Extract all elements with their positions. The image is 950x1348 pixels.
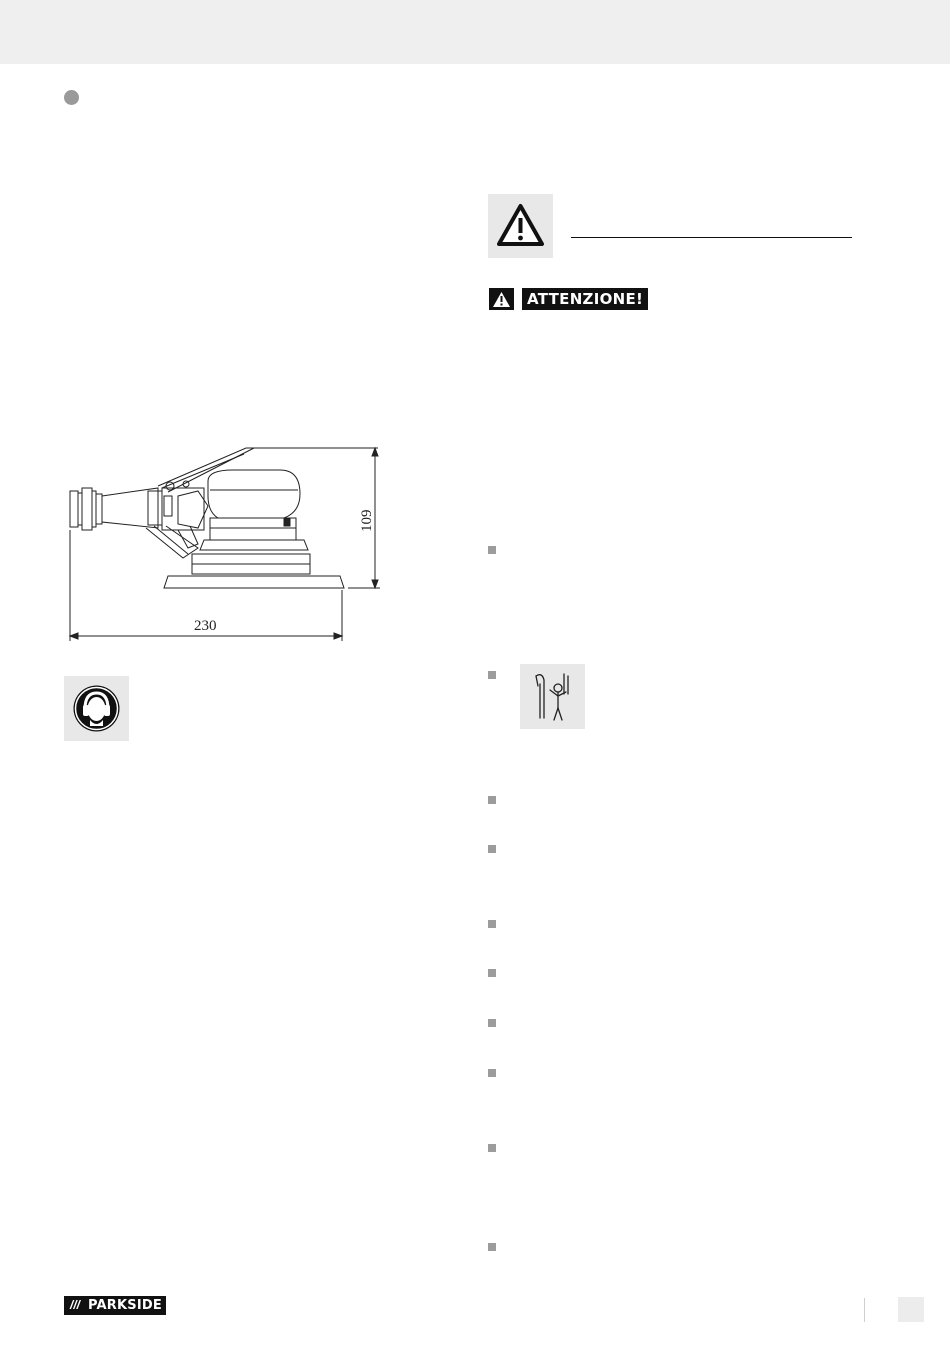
section-marker-dot	[64, 90, 79, 105]
attention-label: ATTENZIONE!	[522, 288, 648, 310]
list-bullet	[488, 546, 496, 554]
list-bullet	[488, 920, 496, 928]
list-bullet	[488, 1144, 496, 1152]
hearing-protection-icon-box	[64, 676, 129, 741]
attention-warning-icon	[489, 288, 514, 310]
list-bullet	[488, 1019, 496, 1027]
page-number-box	[898, 1297, 924, 1322]
warning-icon-box	[488, 194, 553, 258]
warning-heading-rule	[571, 237, 852, 238]
children-warning-icon-box	[520, 664, 585, 729]
list-bullet	[488, 969, 496, 977]
width-dimension-label: 230	[194, 618, 217, 634]
logo-brand-name: PARKSIDE	[86, 1296, 166, 1315]
sander-dimension-drawing	[58, 436, 398, 641]
list-bullet	[488, 671, 496, 679]
footer-separator	[864, 1298, 865, 1322]
keep-away-from-children-icon	[520, 664, 585, 729]
hearing-protection-icon	[64, 676, 129, 741]
list-bullet	[488, 1069, 496, 1077]
parkside-logo	[64, 1296, 166, 1315]
list-bullet	[488, 845, 496, 853]
header-band	[0, 0, 950, 64]
logo-slashes: ///	[64, 1296, 86, 1315]
list-bullet	[488, 1243, 496, 1251]
attention-label-group	[489, 288, 648, 310]
height-dimension-label: 109	[359, 509, 375, 532]
warning-triangle-icon	[488, 194, 553, 258]
list-bullet	[488, 796, 496, 804]
